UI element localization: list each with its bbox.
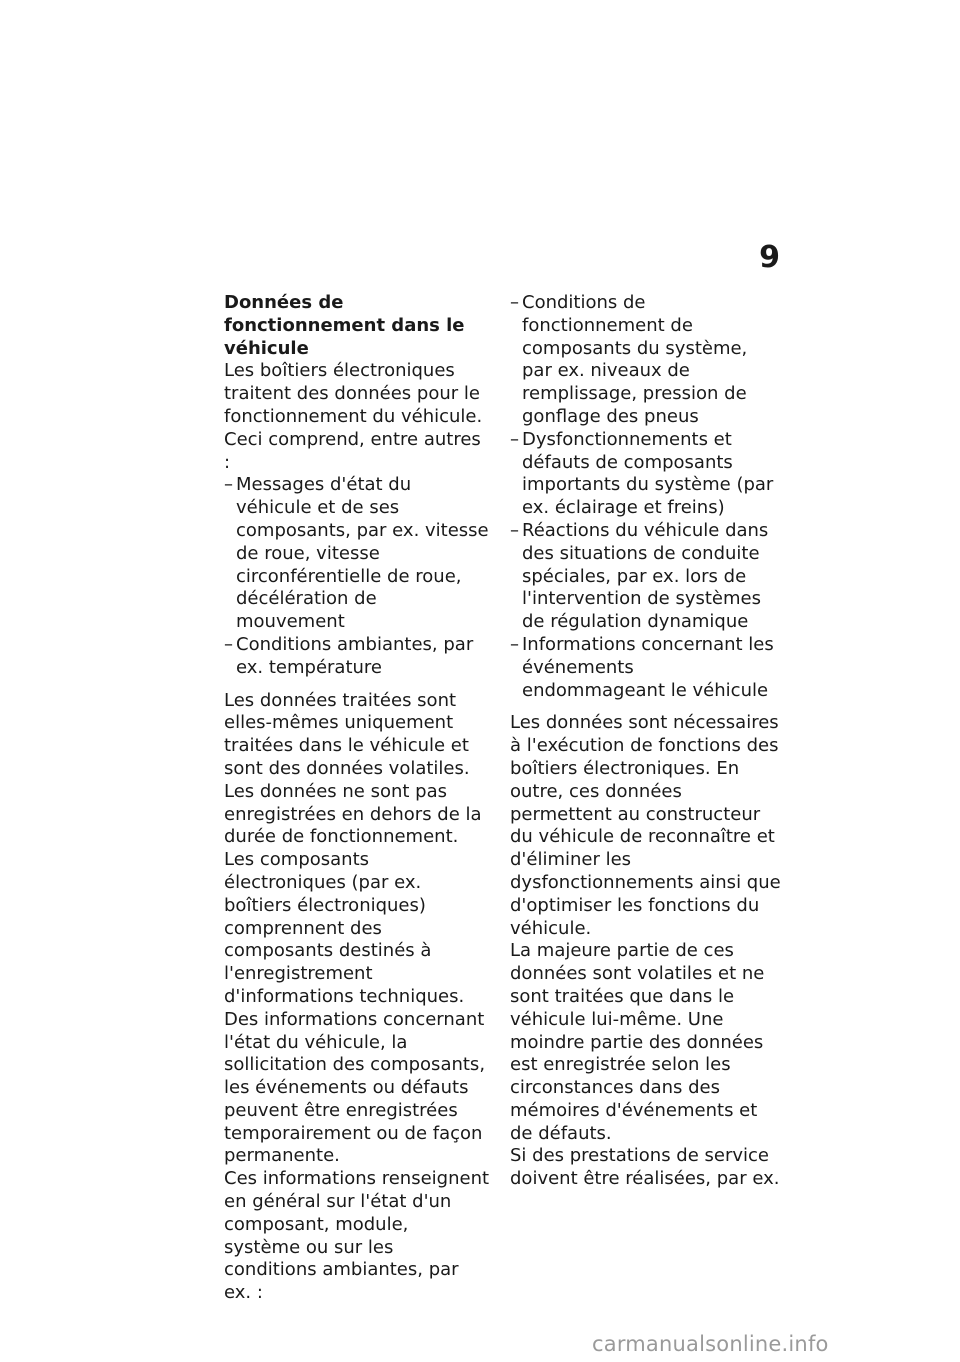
paragraph: Les données sont nécessaires à l'exécution de fonctions des boîtiers électroniques. En outre, ces données permettent au constructeur du véhicule de reconnaître et d'éliminer les dysfonctionnements ainsi que d'optimiser les fonctions du véhicule. (510, 712, 781, 939)
dash-icon (224, 474, 233, 497)
dash-icon (510, 292, 519, 315)
dash-icon (510, 520, 519, 543)
list-item: – Réactions du véhicule dans des situations de conduite spéciales, par ex. lors de l'intervention de systèmes de régulation dynamique (510, 520, 782, 634)
paragraph: Les données traitées sont elles-mêmes uniquement traitées dans le véhicule et sont des données volatiles. Les données ne sont pas enregistrées en dehors de la durée de fonctionnement. (224, 689, 482, 848)
list-item: – Dysfonctionnements et défauts de composants importants du système (par ex. éclairage et freins) (510, 429, 782, 520)
dash-icon (224, 634, 233, 657)
left-dash-list (224, 474, 490, 679)
dash-icon (510, 429, 519, 452)
paragraph: Les composants électroniques (par ex. boîtiers électroniques) comprennent des composants destinés à l'enregistrement d'informations techniques. Des informations concernant l'état du véhicule, la sollicitation des composants, les événements ou défauts peuvent être enregistrées temporairement ou de façon permanente. (224, 849, 486, 1167)
list-item: – Conditions de fonctionnement de composants du système, par ex. niveaux de remplissage, pression de gonflage des pneus (510, 292, 782, 429)
list-item: – Conditions ambiantes, par ex. température (224, 634, 490, 680)
right-column (510, 292, 782, 1191)
list-item: – Messages d'état du véhicule et de ses composants, par ex. vitesse de roue, vitesse circonférentielle de roue, décélération de mouvement (224, 474, 490, 634)
intro-paragraph: Les boîtiers électroniques traitent des données pour le fonctionnement du véhicule. (224, 360, 483, 427)
paragraph: Ces informations renseignent en général sur l'état d'un composant, module, système ou sur les conditions ambiantes, par ex. : (224, 1168, 490, 1304)
section-heading: Données de fonctionnement dans le véhicule (224, 292, 465, 359)
left-column (224, 292, 490, 1305)
watermark: carmanualsonline.info (592, 1332, 829, 1356)
right-dash-list (510, 292, 782, 702)
list-intro: Ceci comprend, entre autres : (224, 428, 481, 473)
paragraph: Si des prestations de service doivent être réalisées, par ex. (510, 1145, 780, 1190)
page-number: 9 (759, 240, 780, 275)
paragraph: La majeure partie de ces données sont volatiles et ne sont traitées que dans le véhicule lui-même. Une moindre partie des données est enregistrée selon les circonstances dans des mémoires d'événements et de défauts. (510, 940, 765, 1144)
list-item: – Informations concernant les événements endommageant le véhicule (510, 634, 782, 702)
dash-icon (510, 634, 519, 657)
